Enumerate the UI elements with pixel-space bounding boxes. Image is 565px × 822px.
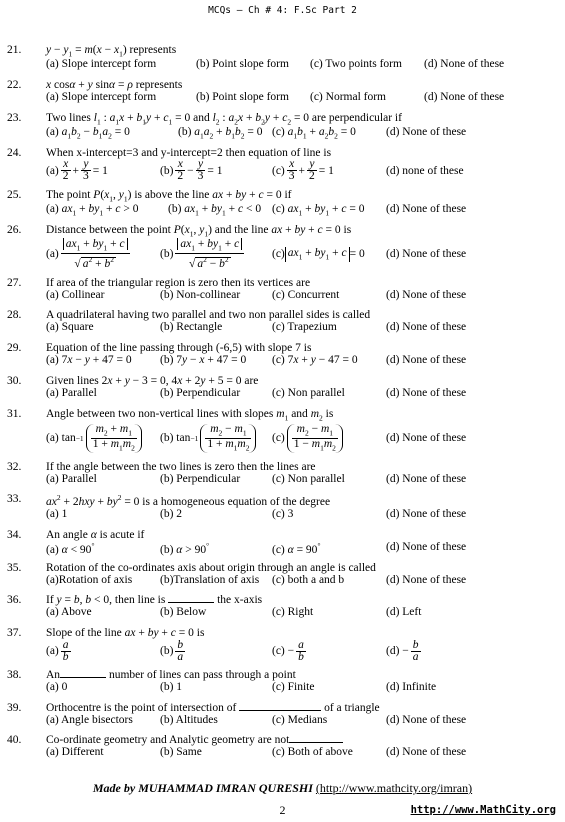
question-text: Slope of the line ax + by + c = 0 is — [46, 627, 205, 640]
option-b[interactable]: (b)Translation of axis — [160, 573, 260, 586]
question-text: When x-intercept=3 and y-intercept=2 then equation of line is — [46, 146, 332, 159]
option-d[interactable]: (d) None of these — [386, 288, 467, 301]
option-b[interactable]: (b) Perpendicular — [160, 386, 241, 399]
option-d[interactable]: (d) None of these — [386, 432, 467, 445]
question-text: If area of the triangular region is zero then its vertices are — [46, 276, 311, 289]
option-a[interactable]: (a) $ax_1 + by_1 + c > 0$ — [46, 202, 139, 218]
option-a[interactable]: (a) Collinear — [46, 288, 105, 301]
option-a[interactable]: (a) Slope intercept form — [46, 58, 157, 71]
option-a[interactable]: (a) Above — [46, 606, 92, 619]
question-32 — [0, 461, 565, 488]
option-b[interactable]: (b) tan −1 $\frac{m_2 - m_1}{1 + m_1m_2}$ — [160, 422, 258, 455]
options-row — [0, 606, 565, 621]
option-b[interactable]: (b) $ax_1 + by_1 + c$ √ $a^2 - b^2$ — [160, 238, 246, 271]
option-c[interactable]: (c) Normal form — [310, 91, 386, 104]
question-36 — [0, 594, 565, 621]
question-number: 28. — [7, 309, 22, 322]
question-30 — [0, 375, 565, 402]
option-a[interactable]: (a) 7x − y + 47 = 0 — [46, 354, 132, 367]
question-number: 21. — [7, 44, 22, 56]
option-d[interactable]: (d) None of these — [424, 58, 505, 71]
question-number: 29. — [7, 342, 22, 355]
question-number: 32. — [7, 460, 22, 473]
question-39 — [0, 702, 565, 729]
question-text: Distance between the point $P(x_1$, $y_1$) and the line ax + by + c = 0 is — [46, 223, 352, 238]
option-c[interactable]: (c) 3 — [272, 508, 294, 521]
option-c[interactable]: (c) − a b — [272, 638, 304, 663]
question-text: Given lines 2x + y − 3 = 0, 4x + 2y + 5 = 0 are — [46, 374, 259, 387]
question-23 — [0, 112, 565, 141]
option-b[interactable]: (b) α > 90° — [160, 540, 210, 556]
question-number: 38. — [7, 668, 22, 681]
options-row — [0, 159, 565, 183]
question-text: x cosα + y sinα = ρ represents — [46, 79, 183, 92]
option-c[interactable]: (c) Trapezium — [272, 321, 337, 334]
option-d[interactable]: (d) None of these — [386, 508, 467, 521]
question-text: Co-ordinate geometry and Analytic geometry are not — [46, 734, 565, 746]
option-b[interactable]: (b) 2 — [160, 508, 183, 521]
options-row — [0, 58, 565, 73]
question-number: 40. — [7, 734, 22, 747]
question-number: 36. — [7, 594, 22, 607]
question-number: 33. — [7, 493, 22, 506]
option-d[interactable]: (d) None of these — [424, 91, 505, 104]
option-d[interactable]: (d) none of these — [386, 164, 464, 177]
option-c[interactable]: (c) Non parallel — [272, 386, 345, 399]
question-35 — [0, 562, 565, 589]
page-header: MCQs – Ch # 4: F.Sc Part 2 — [208, 5, 357, 16]
option-b[interactable]: (b) Perpendicular — [160, 472, 241, 485]
option-c[interactable]: (c) α = 90° — [272, 540, 321, 556]
question-number: 27. — [7, 276, 22, 289]
question-number: 23. — [7, 111, 22, 124]
option-b[interactable]: (b) Same — [160, 746, 202, 759]
question-25 — [0, 189, 565, 218]
question-number: 39. — [7, 701, 22, 714]
option-c[interactable]: (c) $a_1b_1 + a_2b_2 = 0$ — [272, 126, 356, 141]
option-a[interactable]: (a) α < 90° — [46, 540, 95, 556]
question-40 — [0, 734, 565, 761]
option-c[interactable]: (c) Concurrent — [272, 288, 340, 301]
question-text: $ax^2 + 2hxy + by^2 = 0$ is a homogeneous equation of the degree — [46, 493, 331, 509]
option-a[interactable]: (a) Slope intercept form — [46, 91, 157, 104]
question-text: Angle between two non-vertical lines with slopes $m_1$ and $m_2$ is — [46, 407, 334, 422]
option-b[interactable]: (b) 7y − x + 47 = 0 — [160, 354, 247, 367]
option-d[interactable]: (d) Left — [386, 606, 422, 619]
option-b[interactable]: (b) $a_1a_2 + b_1b_2 = 0$ — [178, 126, 263, 141]
options-row — [0, 422, 565, 455]
question-number: 26. — [7, 223, 22, 236]
page-number: 2 — [279, 803, 286, 817]
author-link[interactable]: (http://www.mathcity.org/imran) — [315, 781, 473, 795]
option-b[interactable]: (b) b a — [160, 638, 184, 663]
question-text: If y = b, b < 0, then line is the x-axis — [46, 594, 263, 607]
options-row — [0, 541, 565, 556]
option-c[interactable]: (c) Finite — [272, 680, 315, 693]
option-a[interactable]: (a) 1 — [46, 508, 68, 521]
option-c[interactable]: (c) both a and b — [272, 573, 345, 586]
option-a[interactable]: (a) Angle bisectors — [46, 713, 133, 726]
option-a[interactable]: (a) Parallel — [46, 386, 97, 399]
option-c[interactable]: (c) 7x + y − 47 = 0 — [272, 354, 358, 367]
option-a[interactable]: (a) a b — [46, 638, 69, 663]
options-row — [0, 91, 565, 106]
option-d[interactable]: (d) None of these — [386, 202, 467, 215]
question-text: The point $P(x_1$, $y_1$) is above the line ax + by + c = 0 if — [46, 188, 292, 203]
option-c[interactable]: (c) Medians — [272, 713, 328, 726]
option-d[interactable]: (d) None of these — [386, 713, 467, 726]
option-b[interactable]: (b) $ax_1 + by_1 + c < 0$ — [168, 202, 262, 218]
option-d[interactable]: (d) None of these — [386, 126, 467, 139]
options-row — [0, 746, 565, 761]
options-row — [0, 714, 565, 729]
option-a[interactable]: (a) 0 — [46, 680, 68, 693]
question-number: 30. — [7, 374, 22, 387]
question-34 — [0, 529, 565, 556]
option-a[interactable]: (a) x 2 + y 3 = 1 — [46, 158, 108, 183]
option-a[interactable]: (a) tan −1 $\frac{m_2 + m_1}{1 + m_1m_2}$ — [46, 422, 144, 455]
option-b[interactable]: (b) Non-collinear — [160, 288, 241, 301]
option-b[interactable]: (b) Rectangle — [160, 321, 223, 334]
options-row — [0, 574, 565, 589]
options-row — [0, 289, 565, 304]
option-c[interactable]: (c) Both of above — [272, 746, 353, 759]
question-38 — [0, 669, 565, 696]
option-c[interactable]: (c) $ax_1 + by_1 + c$ = 0 — [272, 247, 365, 262]
question-number: 35. — [7, 561, 22, 574]
question-text: A quadrilateral having two parallel and two non parallel sides is called — [46, 309, 371, 322]
options-row — [0, 639, 565, 663]
options-row — [0, 203, 565, 218]
option-b[interactable]: (b) Point slope form — [196, 58, 289, 71]
option-d[interactable]: (d) None of these — [386, 321, 467, 334]
options-row — [0, 508, 565, 523]
option-b[interactable]: (b) 1 — [160, 680, 183, 693]
option-d[interactable]: (d) None of these — [386, 573, 467, 586]
option-c[interactable]: (c) x 3 + y 2 = 1 — [272, 158, 334, 183]
question-text: Rotation of the co-ordinates axis about origin through an angle is called — [46, 561, 376, 574]
option-b[interactable]: (b) Altitudes — [160, 713, 218, 726]
author-credit: Made by MUHAMMAD IMRAN QURESHI — [92, 781, 313, 795]
options-row — [0, 126, 565, 141]
question-number: 24. — [7, 146, 22, 159]
question-33 — [0, 493, 565, 523]
options-row — [0, 681, 565, 696]
question-22 — [0, 79, 565, 106]
question-list — [0, 44, 565, 761]
question-text: Two lines $l_1$ : $a_1x + b_1y + c_1 = 0$ and $l_2$ : $a_2x + b_2y + c_2 = 0$ are perpendicular if — [46, 111, 402, 127]
option-a[interactable]: (a) $ax_1 + by_1 + c$ √ $a^2 + b^2$ — [46, 238, 132, 271]
options-row — [0, 354, 565, 369]
question-number: 25. — [7, 188, 22, 201]
option-a[interactable]: (a) $a_1b_2 - b_1a_2 = 0$ — [46, 126, 130, 141]
option-c[interactable]: (c) Non parallel — [272, 472, 345, 485]
option-d[interactable]: (d) None of these — [386, 386, 467, 399]
option-a[interactable]: (a) Different — [46, 746, 104, 759]
question-number: 31. — [7, 407, 22, 420]
option-d[interactable]: (d) None of these — [386, 540, 467, 553]
option-a[interactable]: (a) Square — [46, 321, 94, 334]
options-row — [0, 238, 565, 271]
question-24 — [0, 147, 565, 183]
options-row — [0, 473, 565, 488]
option-d[interactable]: (d) None of these — [386, 472, 467, 485]
option-a[interactable]: (a) Parallel — [46, 472, 97, 485]
option-c[interactable]: (c) Right — [272, 606, 314, 619]
question-31 — [0, 408, 565, 455]
question-21 — [0, 44, 565, 73]
question-text: $y - y_1 = m(x - x_1)$ represents — [46, 44, 177, 59]
option-c[interactable]: (c) $\frac{m_2 - m_1}{1 - m_1m_2}$ — [272, 422, 345, 455]
question-number: 34. — [7, 528, 22, 541]
option-b[interactable]: (b) Point slope form — [196, 91, 289, 104]
question-26 — [0, 224, 565, 271]
question-37 — [0, 627, 565, 663]
question-text: If the angle between the two lines is zero then the lines are — [46, 460, 316, 473]
question-27 — [0, 277, 565, 304]
question-text: An angle α is acute if — [46, 528, 145, 541]
option-a[interactable]: (a)Rotation of axis — [46, 573, 133, 586]
option-d[interactable]: (d) None of these — [386, 354, 467, 367]
question-text: Orthocentre is the point of intersection of of a triangle — [46, 701, 380, 714]
option-d[interactable]: (d) None of these — [386, 248, 467, 261]
option-d[interactable]: (d) Infinite — [386, 680, 437, 693]
options-row — [0, 321, 565, 336]
option-c[interactable]: (c) Two points form — [310, 58, 402, 71]
option-d[interactable]: (d) None of these — [386, 746, 467, 759]
question-29 — [0, 342, 565, 369]
question-number: 22. — [7, 79, 22, 92]
site-link[interactable]: http://www.MathCity.org — [410, 804, 556, 816]
question-text: Equation of the line passing through (-6,5) with slope 7 is — [46, 342, 312, 355]
option-c[interactable]: (c) $ax_1 + by_1 + c = 0$ — [272, 202, 365, 218]
option-b[interactable]: (b) Below — [160, 606, 207, 619]
footer-credit — [0, 781, 565, 796]
question-number: 37. — [7, 627, 22, 640]
question-text: An number of lines can pass through a point — [46, 668, 296, 681]
question-28 — [0, 309, 565, 336]
options-row — [0, 387, 565, 402]
option-d[interactable]: (d) − b a — [386, 638, 419, 663]
option-b[interactable]: (b) x 2 − y 3 = 1 — [160, 158, 223, 183]
